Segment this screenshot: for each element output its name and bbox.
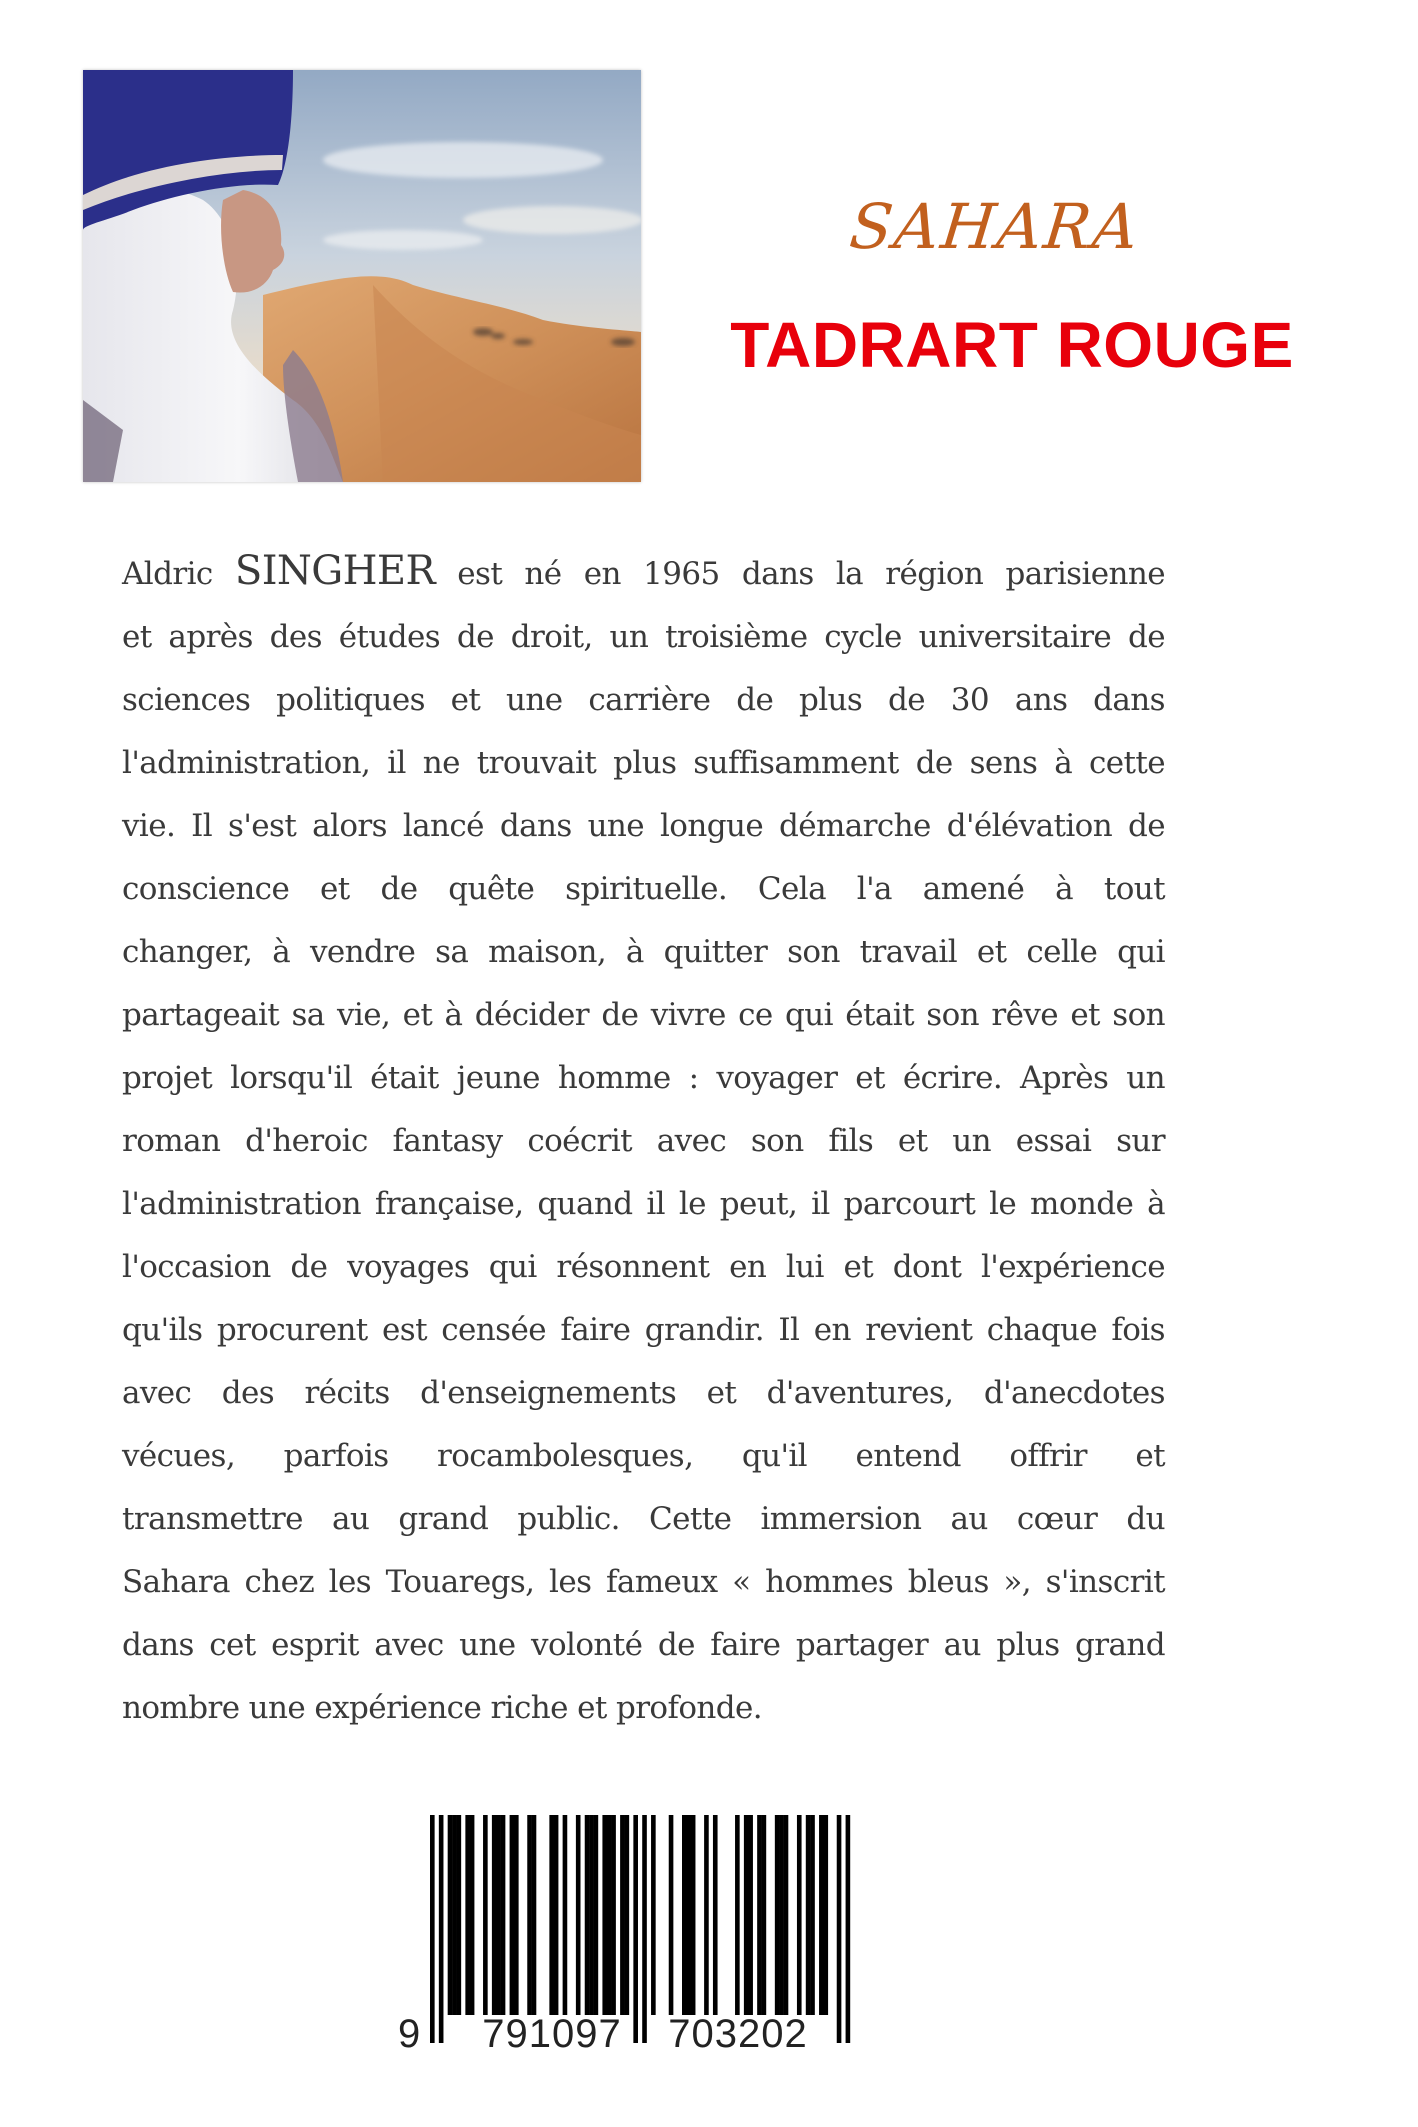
bio-line: qu'ils procurent est censée faire grandir. Il en revient chaque fois [122, 1312, 1165, 1348]
barcode-bar [819, 1815, 824, 2015]
barcode-bar [470, 1815, 475, 2015]
barcode-bar [748, 1815, 753, 2015]
barcode-bar [452, 1815, 457, 2015]
barcode-guard-bar [846, 1815, 851, 2043]
author-biography [122, 540, 1165, 1740]
bio-line: projet lorsqu'il était jeune homme : voyager et écrire. Après un [122, 1060, 1165, 1096]
barcode-bar [775, 1815, 780, 2015]
bio-line: transmettre au grand public. Cette immersion au cœur du [122, 1501, 1165, 1537]
barcode-bar [691, 1815, 696, 2015]
barcode-bar [797, 1815, 802, 2015]
bio-line: l'occasion de voyages qui résonnent en lui et dont l'expérience [122, 1249, 1165, 1285]
barcode-bar [823, 1815, 828, 2015]
barcode-guard-bar [439, 1815, 444, 2043]
barcode-bar [713, 1815, 718, 2015]
barcode-bar [492, 1815, 497, 2015]
bio-line: l'administration française, quand il le peut, il parcourt le monde à [122, 1186, 1165, 1222]
barcode-left-digits: 791097 [482, 2012, 622, 2055]
author-photo-illustration [83, 70, 641, 482]
barcode-bar [576, 1815, 581, 2015]
barcode-bar [514, 1815, 519, 2015]
barcode-bar [483, 1815, 488, 2015]
bio-line: changer, à vendre sa maison, à quitter son travail et celle qui [122, 934, 1165, 970]
bio-line: nombre une expérience riche et profonde. [122, 1690, 763, 1726]
barcode-bar [510, 1815, 515, 2015]
barcode-bar [611, 1815, 616, 2015]
bio-line: vie. Il s'est alors lancé dans une longue démarche d'élévation de [122, 808, 1165, 844]
author-first-name: Aldric [122, 556, 213, 592]
barcode-bar [744, 1815, 749, 2015]
barcode-bar [686, 1815, 691, 2015]
isbn-barcode [390, 1815, 860, 2055]
barcode-bar [757, 1815, 762, 2015]
barcode-guard-bar [837, 1815, 842, 2043]
barcode-bar [620, 1815, 625, 2015]
barcode-bar [669, 1815, 674, 2015]
barcode-bar [589, 1815, 594, 2015]
barcode-guard-bar [642, 1815, 647, 2043]
bio-line: partageait sa vie, et à décider de vivre ce qui était son rêve et son [122, 997, 1165, 1033]
barcode-bar [527, 1815, 532, 2015]
bio-line: sciences politiques et une carrière de plus de 30 ans dans [122, 682, 1165, 718]
barcode-bar [806, 1815, 811, 2015]
barcode-bar [682, 1815, 687, 2015]
barcode-bar [532, 1815, 537, 2015]
barcode-bar [563, 1815, 568, 2015]
barcode-bar [549, 1815, 554, 2015]
barcode-guard-bar [633, 1815, 638, 2043]
bio-line: vécues, parfois rocambolesques, qu'il entend offrir et [122, 1438, 1165, 1474]
barcode-bar [704, 1815, 709, 2015]
author-last-name: SINGHER [234, 548, 436, 594]
barcode-right-digits: 703202 [668, 2012, 808, 2055]
barcode-guard-bar [430, 1815, 435, 2043]
barcode-bar [779, 1815, 784, 2015]
bio-line: et après des études de droit, un troisième cycle universitaire de [122, 619, 1165, 655]
bio-line [122, 540, 1165, 606]
barcode-bar [602, 1815, 607, 2015]
barcode-prefix-digit: 9 [398, 2012, 421, 2055]
barcode-bar [501, 1815, 506, 2015]
barcode-bar [465, 1815, 470, 2015]
bio-line: avec des récits d'enseignements et d'aventures, d'anecdotes [122, 1375, 1165, 1411]
barcode-bar [594, 1815, 599, 2015]
barcode-bar [762, 1815, 767, 2015]
barcode-bar [651, 1815, 656, 2015]
bio-line: l'administration, il ne trouvait plus suffisamment de sens à cette [122, 745, 1165, 781]
barcode-bar [607, 1815, 612, 2015]
bio-line: conscience et de quête spirituelle. Cela l'a amené à tout [122, 871, 1165, 907]
barcode-bar [810, 1815, 815, 2015]
barcode-bar [735, 1815, 740, 2015]
barcode-bar [457, 1815, 462, 2015]
barcode-bar [585, 1815, 590, 2015]
barcode-bar [554, 1815, 559, 2015]
barcode-bar [448, 1815, 453, 2015]
bio-line: dans cet esprit avec une volonté de faire partager au plus grand [122, 1627, 1165, 1663]
barcode-bar [784, 1815, 789, 2015]
book-title: TADRART ROUGE [730, 309, 1294, 381]
barcode-bar [496, 1815, 501, 2015]
barcode-graphic [390, 1815, 860, 2055]
barcode-bars [430, 1815, 850, 2043]
barcode-bar [625, 1815, 630, 2015]
author-photo [83, 70, 641, 482]
bio-line-text: est né en 1965 dans la région parisienne [435, 556, 1165, 592]
bio-line: Sahara chez les Touaregs, les fameux « hommes bleus », s'inscrit [122, 1564, 1165, 1600]
series-title: SAHARA [846, 190, 1144, 263]
bio-line: roman d'heroic fantasy coécrit avec son fils et un essai sur [122, 1123, 1165, 1159]
